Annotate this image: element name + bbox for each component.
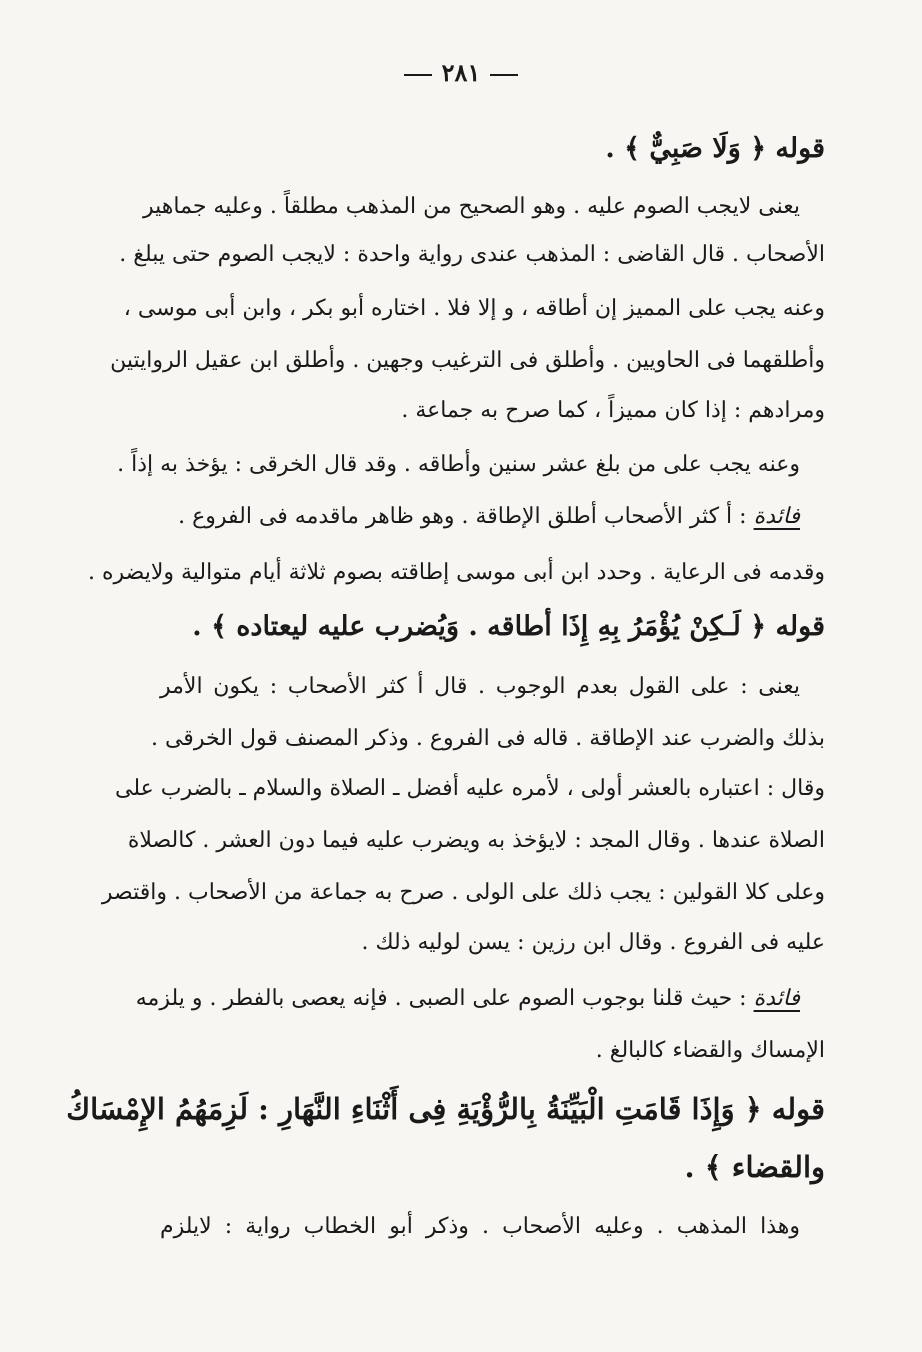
note-line-8 [160, 500, 800, 534]
text-line-4: وعنه يجب على المميز إن أطاقه ، و إلا فلا . اختاره أبو بكر ، وابن أبى موسى ، [123, 296, 825, 321]
text-line-12: بذلك والضرب عند الإطاقة . قاله فى الفروع . وذكر المصنف قول الخرقى . [150, 726, 825, 751]
heading-line-19: قوله ﴿ وَإِذَا قَامَتِ الْبَيِّنَةُ بِالرُّؤْيَةِ فِى أَثْنَاءِ النَّهَارِ : لَزِمَهُمُ الإِمْسَاكُ [66, 1092, 825, 1126]
note-label: فائدة [753, 504, 800, 529]
text-line-6: ومرادهم : إذا كان مميزاً ، كما صرح به جماعة . [401, 398, 825, 423]
page-number: ٢٨١ [0, 58, 922, 87]
heading-line-10: قوله ﴿ لَـكِنْ يُؤْمَرُ بِهِ إِذَا أطاقه . وَيُضرب عليه ليعتاده ﴾ . [192, 611, 825, 642]
text-line-2: يعنى لايجب الصوم عليه . وهو الصحيح من المذهب مطلقاً . وعليه جماهير [143, 194, 800, 219]
text-line-16: عليه فى الفروع . وقال ابن رزين : يسن لوليه ذلك . [361, 930, 825, 955]
note-text: : أ كثر الأصحاب أطلق الإطاقة . وهو ظاهر ماقدمه فى الفروع . [178, 504, 754, 529]
text-line-7: وعنه يجب على من بلغ عشر سنين وأطاقه . وقد قال الخرقى : يؤخذ به إذاً . [117, 452, 800, 477]
note-line-17 [135, 982, 800, 1016]
text-line-13: وقال : اعتباره بالعشر أولى ، لأمره عليه أفضل ـ الصلاة والسلام ـ بالضرب على [115, 776, 825, 801]
text-line-14: الصلاة عندها . وقال المجد : لايؤخذ به ويضرب عليه فيما دون العشر . كالصلاة [127, 828, 825, 853]
note-label-2: فائدة [753, 986, 800, 1011]
heading-line-20: والقضاء ﴾ . [684, 1150, 825, 1184]
text-line-21: وهذا المذهب . وعليه الأصحاب . وذكر أبو الخطاب رواية : لايلزم [160, 1214, 800, 1239]
heading-line-1: قوله ﴿ وَلَا صَبِيٌّ ﴾ . [605, 133, 825, 164]
text-line-18: الإمساك والقضاء كالبالغ . [595, 1038, 825, 1063]
text-line-9: وقدمه فى الرعاية . وحدد ابن أبى موسى إطاقته بصوم ثلاثة أيام متوالية ولايضره . [87, 560, 825, 585]
text-line-3: الأصحاب . قال القاضى : المذهب عندى رواية واحدة : لايجب الصوم حتى يبلغ . [119, 242, 825, 267]
text-line-15: وعلى كلا القولين : يجب ذلك على الولى . صرح به جماعة من الأصحاب . واقتصر [101, 880, 825, 905]
note-text-2: : حيث قلنا بوجوب الصوم على الصبى . فإنه يعصى بالفطر . و يلزمه [135, 986, 754, 1011]
text-line-5: وأطلقهما فى الحاويين . وأطلق فى الترغيب وجهين . وأطلق ابن عقيل الروايتين [110, 348, 825, 373]
text-line-11: يعنى : على القول بعدم الوجوب . قال أ كثر الأصحاب : يكون الأمر [160, 674, 800, 699]
